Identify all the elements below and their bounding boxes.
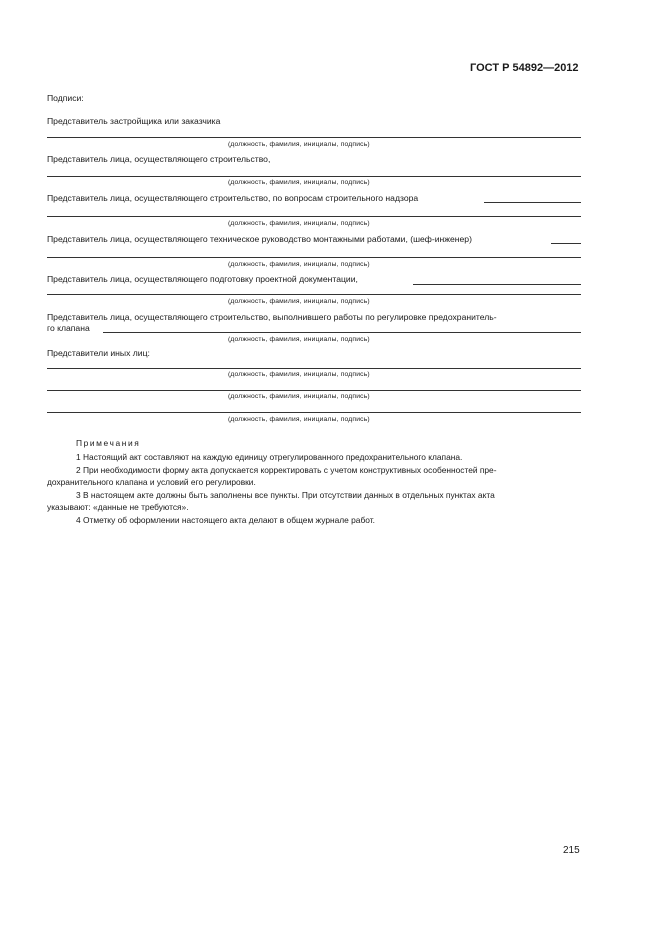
signature-caption: (должность, фамилия, инициалы, подпись) [228, 371, 370, 378]
note-item: 2 При необходимости форму акта допускается корректировать с учетом конструктивных особенностей пре- [76, 465, 497, 475]
signature-caption: (должность, фамилия, инициалы, подпись) [228, 261, 370, 268]
signature-line [47, 176, 581, 177]
signature-caption: (должность, фамилия, инициалы, подпись) [228, 179, 370, 186]
notes-title: Примечания [76, 438, 141, 448]
representative-label: Представитель лица, осуществляющего строительство, выполнившего работы по регулировке предохранитель- [47, 312, 497, 322]
signature-line [551, 243, 581, 244]
representative-label: Представитель лица, осуществляющего строительство, по вопросам строительного надзора [47, 193, 419, 203]
signature-line [47, 368, 581, 369]
note-item-continued: дохранительного клапана и условий его регулировки. [47, 477, 256, 487]
other-representatives-label: Представители иных лиц: [47, 348, 150, 358]
signature-line [47, 257, 581, 258]
representative-label: Представитель лица, осуществляющего техническое руководство монтажными работами, (шеф-инженер) [47, 234, 472, 244]
representative-label-continued: го клапана [47, 323, 90, 333]
representative-label: Представитель застройщика или заказчика [47, 116, 221, 126]
signature-line [47, 412, 581, 413]
signature-caption: (должность, фамилия, инициалы, подпись) [228, 416, 370, 423]
signature-line [103, 332, 581, 333]
signature-caption: (должность, фамилия, инициалы, подпись) [228, 393, 370, 400]
note-item: 4 Отметку об оформлении настоящего акта делают в общем журнале работ. [76, 515, 375, 525]
signature-line [47, 137, 581, 138]
signature-caption: (должность, фамилия, инициалы, подпись) [228, 298, 370, 305]
signature-line [47, 216, 581, 217]
signature-caption: (должность, фамилия, инициалы, подпись) [228, 336, 370, 343]
signature-line [413, 284, 581, 285]
note-item: 1 Настоящий акт составляют на каждую единицу отрегулированного предохранительного клапана. [76, 452, 463, 462]
note-item: 3 В настоящем акте должны быть заполнены все пункты. При отсутствии данных в отдельных пунктах акта [76, 490, 495, 500]
representative-label: Представитель лица, осуществляющего подготовку проектной документации, [47, 274, 358, 284]
signature-line [484, 202, 581, 203]
signature-line [47, 294, 581, 295]
signature-caption: (должность, фамилия, инициалы, подпись) [228, 220, 370, 227]
signature-line [47, 390, 581, 391]
page-number: 215 [563, 845, 580, 856]
signatures-heading: Подписи: [47, 93, 84, 103]
representative-label: Представитель лица, осуществляющего строительство, [47, 154, 271, 164]
note-item-continued: указывают: «данные не требуются». [47, 502, 189, 512]
document-standard-number: ГОСТ Р 54892—2012 [470, 62, 579, 74]
signature-caption: (должность, фамилия, инициалы, подпись) [228, 141, 370, 148]
